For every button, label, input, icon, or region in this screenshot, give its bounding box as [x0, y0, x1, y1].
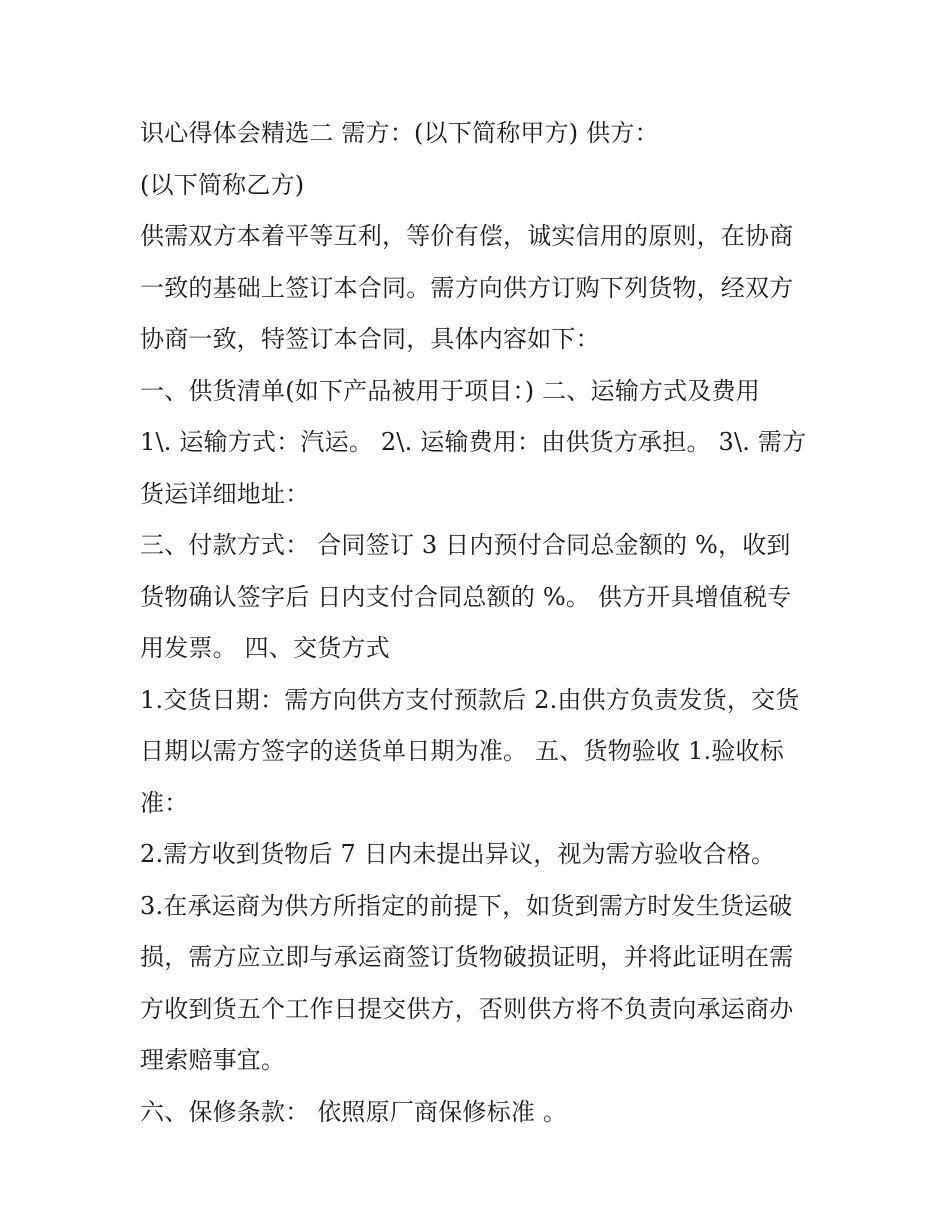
text-line: 理索赔事宜。	[140, 1046, 286, 1074]
contract-text	[140, 108, 820, 1138]
text-line: 1.交货日期：需方向供方支付预款后 2.由供方负责发货，交货	[140, 685, 800, 714]
text-line: 协商一致，特签订本合同，具体内容如下：	[140, 325, 600, 353]
text-line: 供需双方本着平等互利，等价有偿，诚实信用的原则，在协商	[140, 222, 794, 250]
text-line: 方收到货五个工作日提交供方，否则供方将不负责向承运商办	[140, 994, 794, 1023]
text-line: 一致的基础上签订本合同。需方向供方订购下列货物，经双方	[140, 273, 794, 302]
text-line: 用发票。 四、交货方式	[140, 634, 390, 662]
text-line: 一、供货清单(如下产品被用于项目：) 二、运输方式及费用	[140, 376, 760, 405]
text-line: 货物确认签字后 日内支付合同总额的 %。 供方开具增值税专	[140, 582, 792, 611]
text-line: 日期以需方签字的送货单日期为准。 五、货物验收 1.验收标	[140, 737, 784, 765]
text-line: 准：	[140, 788, 189, 817]
text-line: 货运详细地址：	[140, 479, 310, 508]
text-line: 1\. 运输方式：汽运。 2\. 运输费用：由供货方承担。 3\. 需方	[140, 428, 807, 456]
text-line: 损，需方应立即与承运商签订货物破损证明，并将此证明在需	[140, 943, 794, 971]
text-line: 识心得体会精选二 需方：(以下简称甲方) 供方：	[140, 119, 659, 147]
text-line: 三、付款方式： 合同签订 3 日内预付合同总金额的 %，收到	[140, 531, 791, 559]
text-line: 六、保修条款： 依照原厂商保修标准 。	[140, 1097, 568, 1126]
text-line: (以下简称乙方)	[140, 170, 305, 199]
text-line: 3.在承运商为供方所指定的前提下，如货到需方时发生货运破	[140, 891, 793, 920]
text-line: 2.需方收到货物后 7 日内未提出异议，视为需方验收合格。	[140, 840, 776, 868]
